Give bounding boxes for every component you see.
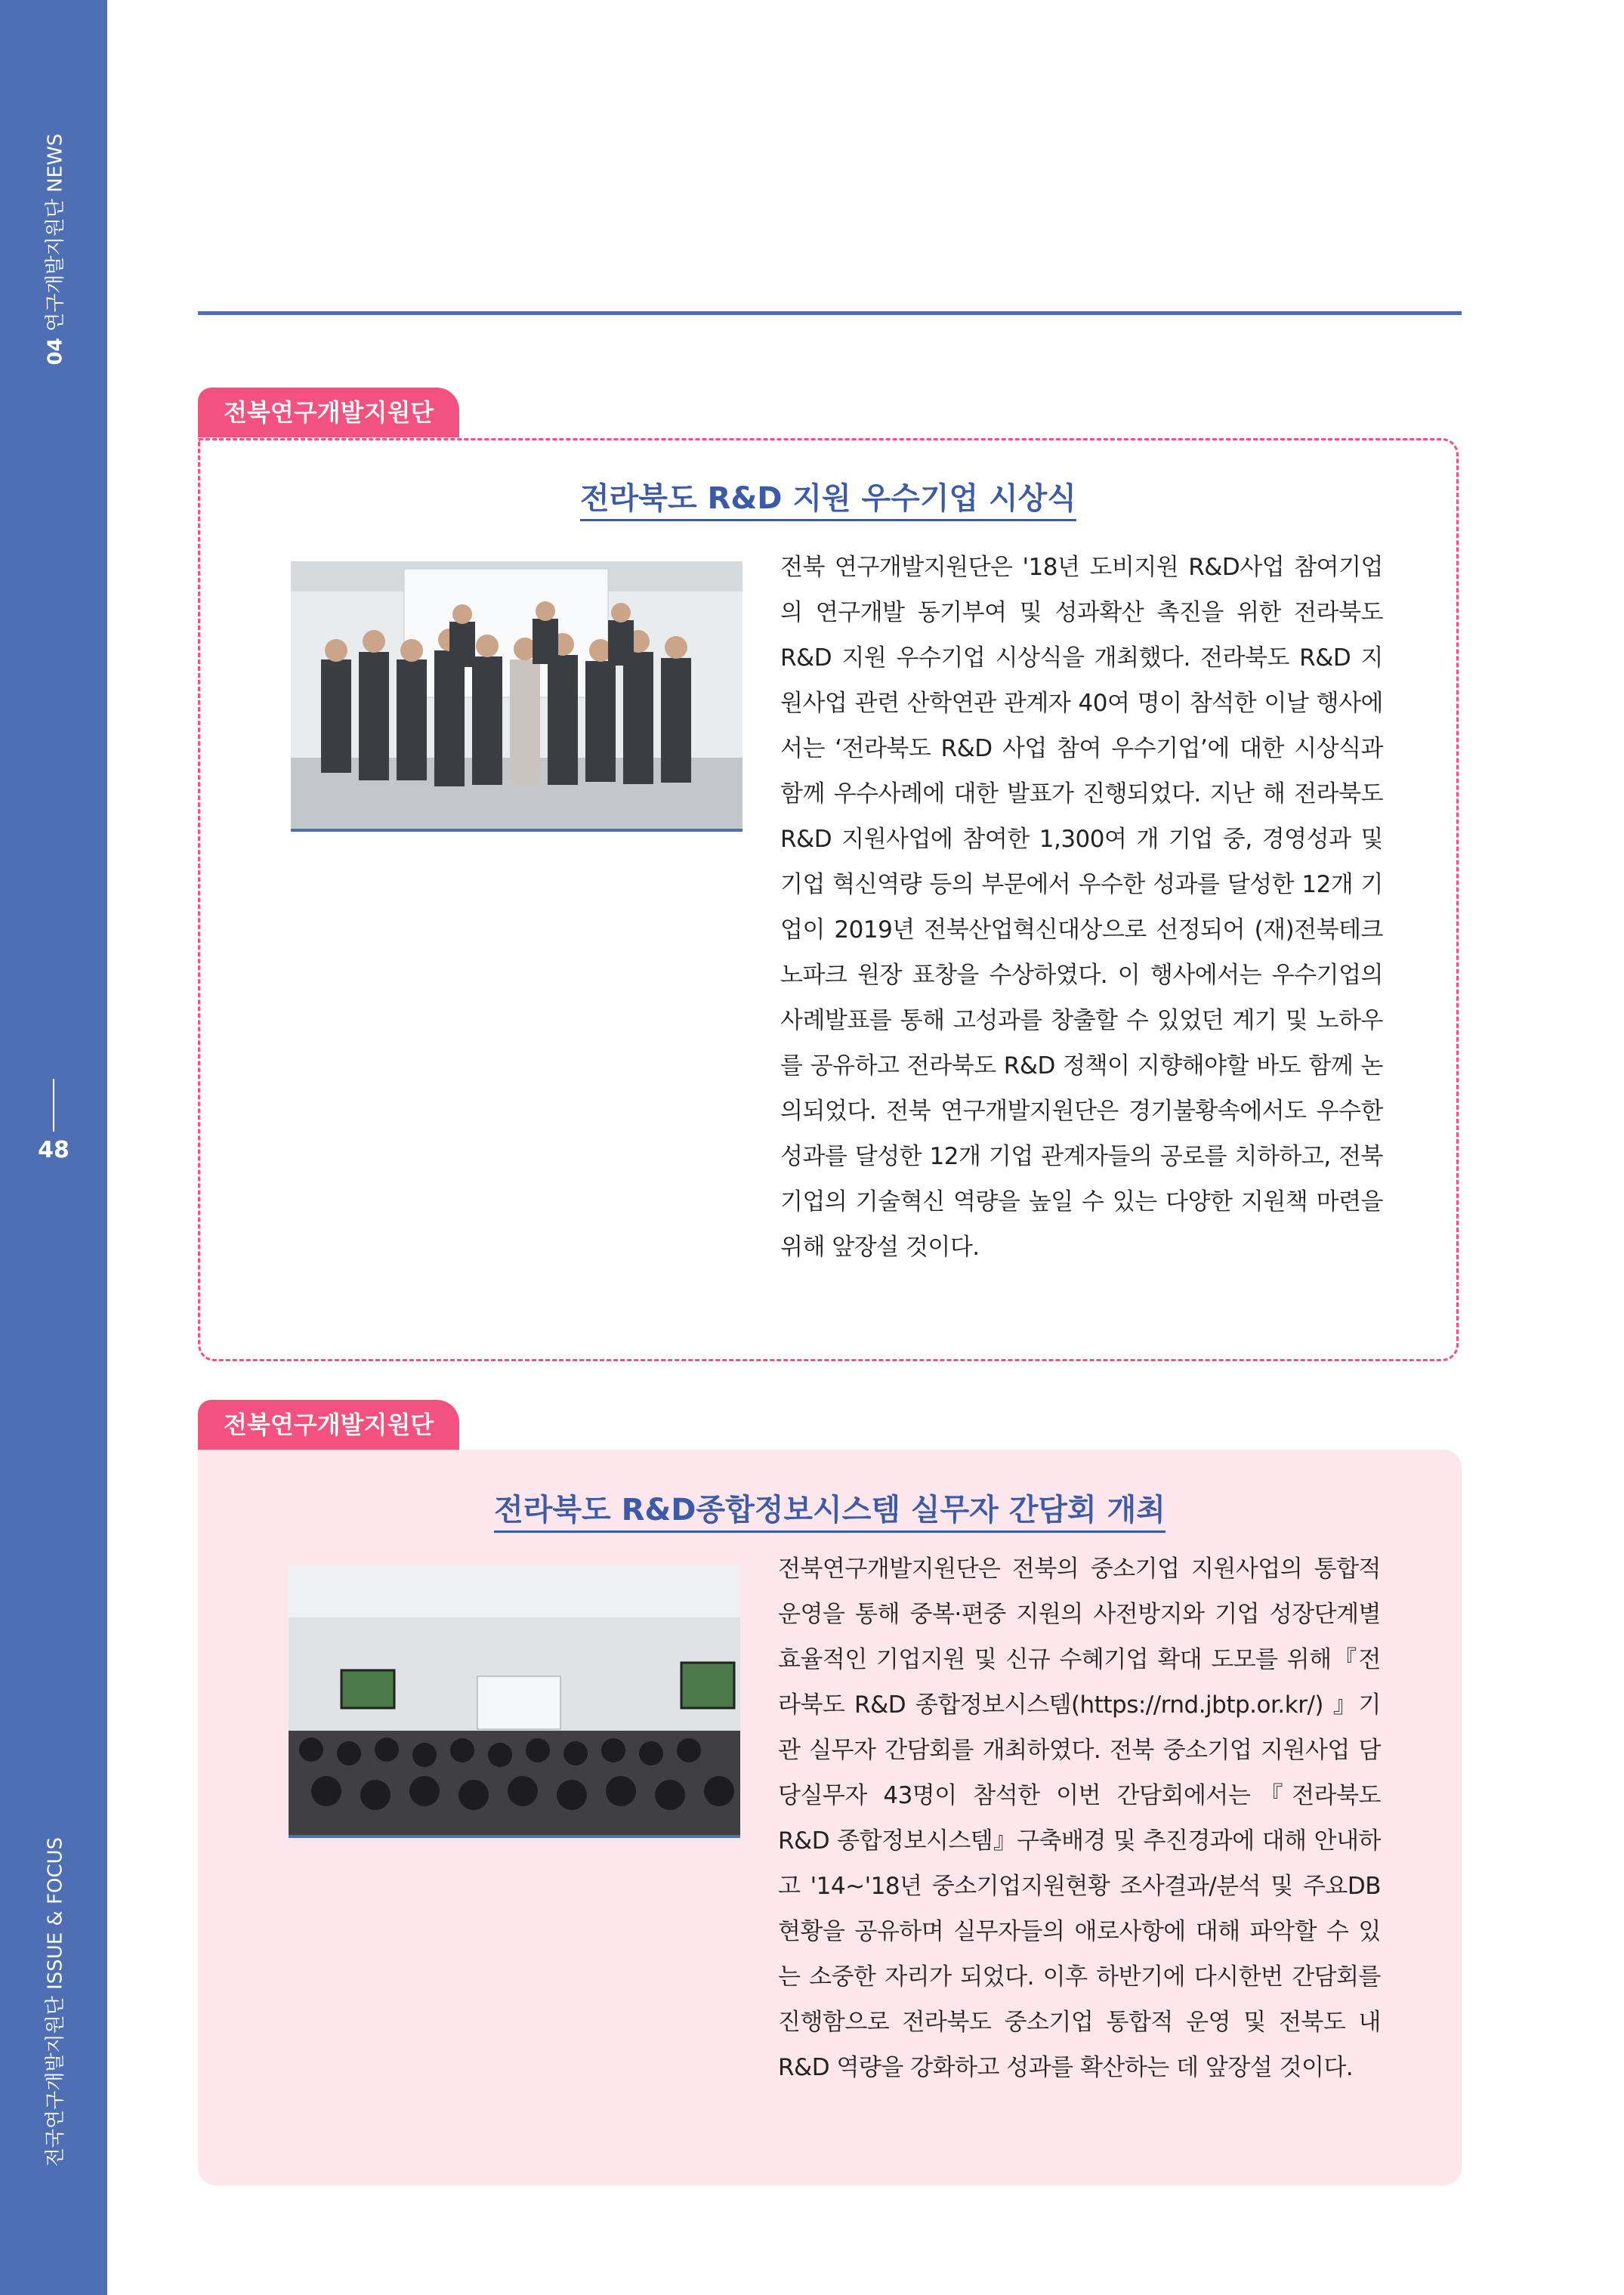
article-2 — [198, 1450, 1462, 2185]
article-1-body: 전북 연구개발지원단은 '18년 도비지원 R&D사업 참여기업의 연구개발 동기부여 및 성과확산 촉진을 위한 전라북도 R&D 지원 우수기업 시상식을 개최했다. 전라북도 R&D 지원사업 관련 산학연관 관계자 40여 명이 참석한 이날 행사에서는 ‘전라북도 R&D 사업 참여 우수기업’에 대한 시상식과 함께 우수사례에 대한 발표가 진행되었다. 지난 해 전라북도 R&D 지원사업에 참여한 1,300여 개 기업 중, 경영성과 및 기업 혁신역량 등의 부문에서 우수한 성과를 달성한 12개 기업이 2019년 전북산업혁신대상으로 선정되어 (재)전북테크노파크 원장 표창을 수상하였다. 이 행사에서는 우수기업의 사례발표를 통해 고성과를 창출할 수 있었던 계기 및 노하우를 공유하고 전라북도 R&D 정책이 지향해야할 바도 함께 논의되었다. 전북 연구개발지원단은 경기불황속에서도 우수한 성과를 달성한 12개 기업 관계자들의 공로를 치하하고, 전북 기업의 기술혁신 역량을 높일 수 있는 다양한 지원책 마련을 위해 앞장설 것이다. — [780, 554, 1383, 1261]
article-2-title: 전라북도 R&D종합정보시스템 실무자 간담회 개최 — [198, 1486, 1462, 1529]
seminar-photo-icon — [289, 1564, 740, 1838]
group-photo-icon — [291, 561, 743, 832]
article-2-body: 전북연구개발지원단은 전북의 중소기업 지원사업의 통합적 운영을 통해 중복·편중 지원의 사전방지와 기업 성장단계별 효율적인 기업지원 및 신규 수혜기업 확대 도모를 위해『전라북도 R&D 종합정보시스템(https://rnd.jbtp.or.kr/) 』기관 실무자 간담회를 개최하였다. 전북 중소기업 지원사업 담당실무자 43명이 참석한 이번 간담회에서는『전라북도 R&D 종합정보시스템』구축배경 및 추진경과에 대해 안내하고 '14~'18년 중소기업지원현황 조사결과/분석 및 주요DB 현황을 공유하며 실무자들의 애로사항에 대해 파악할 수 있는 소중한 자리가 되었다. 이후 하반기에 다시한번 간담회를 진행함으로 전라북도 중소기업 통합적 운영 및 전북도 내 R&D 역량을 강화하고 성과를 확산하는 데 앞장설 것이다. — [778, 1555, 1381, 2081]
article-1 — [198, 438, 1459, 1361]
section-label: 04 연구개발지원단 NEWS — [44, 133, 67, 366]
section-tab-2: 전북연구개발지원단 — [198, 1400, 459, 1450]
section-tab-1: 전북연구개발지원단 — [198, 388, 459, 437]
page-number: 48 — [38, 1137, 69, 1163]
page-tick-divider — [53, 1079, 54, 1132]
sidebar — [0, 0, 107, 2295]
article-1-title: 전라북도 R&D 지원 우수기업 시상식 — [200, 474, 1456, 517]
top-divider — [198, 311, 1462, 315]
publication-label: 전국연구개발지원단 ISSUE & FOCUS — [44, 1836, 67, 2167]
